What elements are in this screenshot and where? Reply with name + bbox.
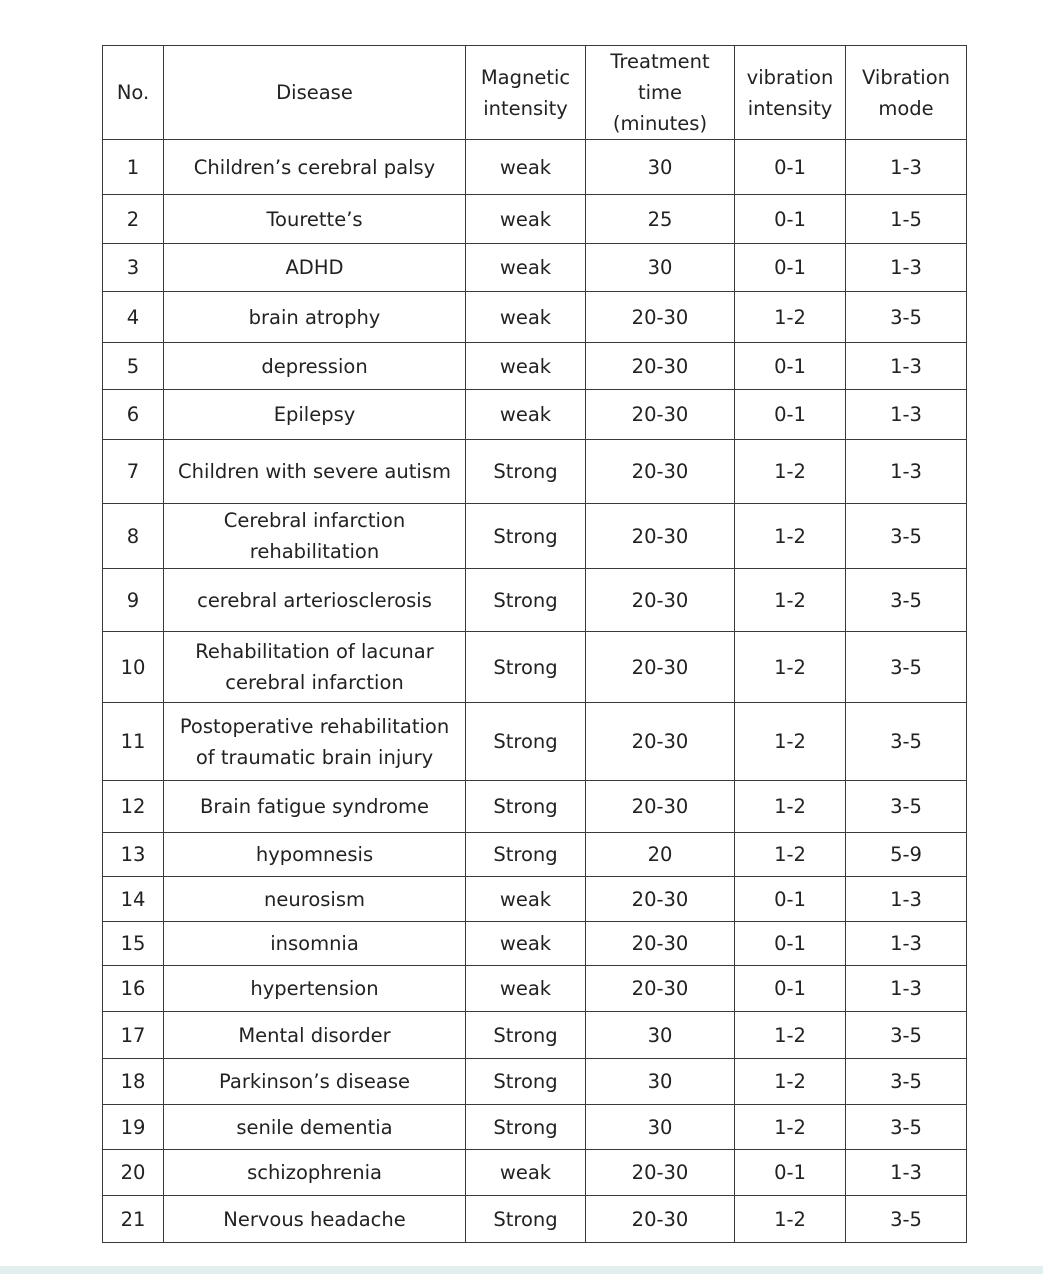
cell-magnetic-intensity: Strong (466, 632, 586, 703)
cell-no: 11 (103, 703, 164, 781)
cell-no: 18 (103, 1059, 164, 1105)
cell-vibration-mode: 3-5 (846, 569, 967, 632)
cell-vibration-intensity: 1-2 (735, 833, 846, 877)
cell-vibration-mode: 1-3 (846, 343, 967, 390)
cell-no: 21 (103, 1196, 164, 1243)
cell-disease: Mental disorder (164, 1012, 466, 1059)
cell-magnetic-intensity: weak (466, 390, 586, 440)
cell-disease: cerebral arteriosclerosis (164, 569, 466, 632)
cell-magnetic-intensity: weak (466, 1150, 586, 1196)
cell-vibration-mode: 1-3 (846, 440, 967, 504)
cell-vibration-intensity: 0-1 (735, 343, 846, 390)
cell-vibration-mode: 3-5 (846, 781, 967, 833)
cell-no: 20 (103, 1150, 164, 1196)
table-row (103, 922, 967, 966)
cell-disease: Postoperative rehabilitation of traumatic brain injury (164, 703, 466, 781)
cell-treatment-time: 20-30 (586, 922, 735, 966)
table-row (103, 569, 967, 632)
treatment-table (102, 45, 967, 1243)
cell-treatment-time: 25 (586, 195, 735, 244)
cell-vibration-mode: 3-5 (846, 1105, 967, 1150)
cell-magnetic-intensity: Strong (466, 504, 586, 569)
cell-vibration-mode: 3-5 (846, 1196, 967, 1243)
cell-vibration-intensity: 0-1 (735, 1150, 846, 1196)
cell-disease: insomnia (164, 922, 466, 966)
table-row (103, 292, 967, 343)
cell-no: 1 (103, 140, 164, 195)
header-vibration-intensity: vibration intensity (735, 46, 846, 140)
cell-treatment-time: 20-30 (586, 504, 735, 569)
cell-magnetic-intensity: Strong (466, 781, 586, 833)
cell-vibration-intensity: 0-1 (735, 244, 846, 292)
cell-disease: ADHD (164, 244, 466, 292)
cell-vibration-intensity: 1-2 (735, 632, 846, 703)
cell-treatment-time: 20-30 (586, 292, 735, 343)
header-vibration-mode: Vibration mode (846, 46, 967, 140)
cell-disease: senile dementia (164, 1105, 466, 1150)
cell-no: 12 (103, 781, 164, 833)
cell-no: 2 (103, 195, 164, 244)
cell-disease: depression (164, 343, 466, 390)
cell-no: 16 (103, 966, 164, 1012)
cell-vibration-intensity: 1-2 (735, 569, 846, 632)
cell-vibration-mode: 1-3 (846, 922, 967, 966)
cell-treatment-time: 20-30 (586, 703, 735, 781)
cell-vibration-intensity: 0-1 (735, 195, 846, 244)
cell-disease: Children’s cerebral palsy (164, 140, 466, 195)
cell-vibration-mode: 5-9 (846, 833, 967, 877)
cell-treatment-time: 30 (586, 1059, 735, 1105)
cell-magnetic-intensity: Strong (466, 833, 586, 877)
cell-vibration-intensity: 1-2 (735, 504, 846, 569)
cell-magnetic-intensity: weak (466, 195, 586, 244)
cell-no: 13 (103, 833, 164, 877)
cell-vibration-mode: 3-5 (846, 504, 967, 569)
cell-vibration-mode: 1-3 (846, 244, 967, 292)
header-row (103, 46, 967, 140)
cell-disease: hypomnesis (164, 833, 466, 877)
table-row (103, 1012, 967, 1059)
cell-no: 19 (103, 1105, 164, 1150)
cell-no: 9 (103, 569, 164, 632)
cell-magnetic-intensity: weak (466, 966, 586, 1012)
cell-disease: Epilepsy (164, 390, 466, 440)
cell-no: 17 (103, 1012, 164, 1059)
table-row (103, 703, 967, 781)
cell-treatment-time: 20-30 (586, 390, 735, 440)
cell-disease: Tourette’s (164, 195, 466, 244)
cell-no: 3 (103, 244, 164, 292)
cell-no: 6 (103, 390, 164, 440)
table-row (103, 195, 967, 244)
cell-vibration-intensity: 1-2 (735, 1196, 846, 1243)
header-treatment-time: Treatment time (minutes) (586, 46, 735, 140)
table-row (103, 140, 967, 195)
table-row (103, 781, 967, 833)
table-row (103, 440, 967, 504)
table-row (103, 1059, 967, 1105)
cell-vibration-intensity: 0-1 (735, 966, 846, 1012)
cell-treatment-time: 30 (586, 140, 735, 195)
cell-vibration-mode: 1-3 (846, 1150, 967, 1196)
cell-magnetic-intensity: Strong (466, 703, 586, 781)
cell-treatment-time: 20 (586, 833, 735, 877)
cell-magnetic-intensity: weak (466, 140, 586, 195)
cell-no: 8 (103, 504, 164, 569)
cell-magnetic-intensity: Strong (466, 1196, 586, 1243)
cell-treatment-time: 20-30 (586, 781, 735, 833)
cell-treatment-time: 20-30 (586, 1150, 735, 1196)
cell-magnetic-intensity: weak (466, 244, 586, 292)
cell-vibration-intensity: 0-1 (735, 140, 846, 195)
cell-vibration-mode: 1-5 (846, 195, 967, 244)
cell-treatment-time: 20-30 (586, 343, 735, 390)
cell-no: 5 (103, 343, 164, 390)
table-row (103, 1196, 967, 1243)
cell-magnetic-intensity: Strong (466, 1059, 586, 1105)
cell-disease: Cerebral infarction rehabilitation (164, 504, 466, 569)
header-magnetic-intensity: Magnetic intensity (466, 46, 586, 140)
table-row (103, 504, 967, 569)
table-row (103, 632, 967, 703)
cell-magnetic-intensity: Strong (466, 569, 586, 632)
cell-treatment-time: 20-30 (586, 966, 735, 1012)
cell-magnetic-intensity: Strong (466, 440, 586, 504)
cell-treatment-time: 20-30 (586, 569, 735, 632)
header-disease: Disease (164, 46, 466, 140)
cell-magnetic-intensity: Strong (466, 1012, 586, 1059)
cell-no: 10 (103, 632, 164, 703)
table-row (103, 877, 967, 922)
cell-vibration-mode: 1-3 (846, 140, 967, 195)
cell-disease: Children with severe autism (164, 440, 466, 504)
cell-no: 14 (103, 877, 164, 922)
cell-vibration-intensity: 1-2 (735, 781, 846, 833)
table-row (103, 343, 967, 390)
cell-magnetic-intensity: weak (466, 877, 586, 922)
cell-treatment-time: 20-30 (586, 440, 735, 504)
cell-treatment-time: 30 (586, 244, 735, 292)
bottom-band (0, 1266, 1043, 1274)
header-no: No. (103, 46, 164, 140)
cell-disease: schizophrenia (164, 1150, 466, 1196)
cell-disease: Brain fatigue syndrome (164, 781, 466, 833)
cell-disease: brain atrophy (164, 292, 466, 343)
cell-vibration-mode: 3-5 (846, 703, 967, 781)
cell-vibration-intensity: 1-2 (735, 1012, 846, 1059)
table-row (103, 1105, 967, 1150)
cell-treatment-time: 20-30 (586, 877, 735, 922)
cell-vibration-mode: 3-5 (846, 632, 967, 703)
cell-disease: Rehabilitation of lacunar cerebral infarction (164, 632, 466, 703)
cell-magnetic-intensity: weak (466, 292, 586, 343)
cell-vibration-mode: 3-5 (846, 292, 967, 343)
cell-vibration-intensity: 1-2 (735, 703, 846, 781)
cell-disease: neurosism (164, 877, 466, 922)
cell-disease: Parkinson’s disease (164, 1059, 466, 1105)
cell-vibration-intensity: 1-2 (735, 1105, 846, 1150)
cell-disease: hypertension (164, 966, 466, 1012)
cell-vibration-mode: 3-5 (846, 1059, 967, 1105)
cell-treatment-time: 30 (586, 1012, 735, 1059)
cell-magnetic-intensity: weak (466, 343, 586, 390)
cell-vibration-mode: 1-3 (846, 877, 967, 922)
table-row (103, 244, 967, 292)
cell-treatment-time: 20-30 (586, 632, 735, 703)
cell-vibration-mode: 1-3 (846, 966, 967, 1012)
cell-vibration-mode: 1-3 (846, 390, 967, 440)
cell-treatment-time: 30 (586, 1105, 735, 1150)
cell-magnetic-intensity: Strong (466, 1105, 586, 1150)
table-row (103, 833, 967, 877)
cell-vibration-mode: 3-5 (846, 1012, 967, 1059)
cell-vibration-intensity: 1-2 (735, 292, 846, 343)
cell-treatment-time: 20-30 (586, 1196, 735, 1243)
cell-vibration-intensity: 0-1 (735, 922, 846, 966)
cell-no: 7 (103, 440, 164, 504)
table-row (103, 390, 967, 440)
cell-disease: Nervous headache (164, 1196, 466, 1243)
cell-vibration-intensity: 1-2 (735, 440, 846, 504)
cell-no: 15 (103, 922, 164, 966)
cell-vibration-intensity: 0-1 (735, 390, 846, 440)
table-row (103, 1150, 967, 1196)
cell-vibration-intensity: 1-2 (735, 1059, 846, 1105)
cell-no: 4 (103, 292, 164, 343)
table-row (103, 966, 967, 1012)
cell-vibration-intensity: 0-1 (735, 877, 846, 922)
cell-magnetic-intensity: weak (466, 922, 586, 966)
